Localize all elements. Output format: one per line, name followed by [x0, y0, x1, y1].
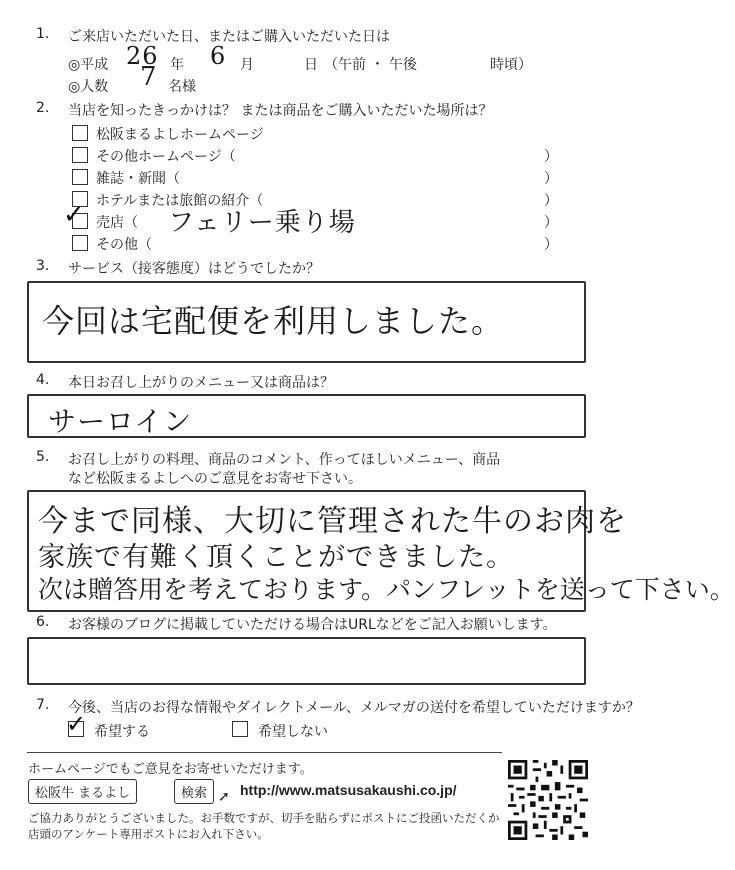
- footer-thanks-line1: ご協力ありがとうございました。お手数ですが、切手を貼らずにポストにご投函いただくか: [28, 811, 500, 825]
- q2-option-label: ホテルまたは旅館の紹介（: [96, 193, 264, 209]
- q3-title: サービス（接客態度）はどうでしたか？: [68, 261, 320, 277]
- q7-no-label: 希望しない: [258, 724, 328, 740]
- q2-option-close-paren: ）: [544, 215, 558, 231]
- q7-yes-label: 希望する: [94, 724, 150, 740]
- q5-title-line1: お召し上がりの料理、商品のコメント、作ってほしいメニュー、商品: [68, 452, 501, 468]
- q1-people-handwritten: 7: [140, 62, 158, 92]
- q4-title: 本日お召し上がりのメニュー又は商品は？: [68, 375, 334, 391]
- search-term-box[interactable]: 松阪牛 まるよし: [28, 779, 137, 804]
- q1-people-prefix: ◎人数: [68, 79, 109, 95]
- q7-yes-checkmark-icon: ✓: [66, 710, 87, 738]
- qr-code-icon: [508, 760, 588, 840]
- q1-ampm: （午前 ・ 午後: [324, 57, 417, 73]
- q6-number: 6.: [36, 614, 50, 630]
- q7-number: 7.: [36, 697, 50, 713]
- q2-option-close-paren: ）: [544, 193, 558, 209]
- q1-month-handwritten: 6: [210, 42, 227, 70]
- search-button[interactable]: 検索: [174, 779, 214, 804]
- q4-answer-handwritten: サーロイン: [48, 405, 193, 438]
- footer-divider: [27, 752, 502, 753]
- q7-no-checkbox[interactable]: [232, 721, 248, 737]
- q2-checkmark-icon: ✓: [63, 200, 85, 230]
- q1-title: ご来店いただいた日、またはご購入いただいた日は: [68, 29, 390, 45]
- q1-hour-label: 時頃）: [490, 57, 532, 73]
- q6-answer-box[interactable]: [27, 637, 586, 685]
- q5-answer-line3: 次は贈答用を考えております。パンフレットを送って下さい。: [38, 575, 735, 604]
- q2-option-handwritten: フェリー乗り場: [168, 208, 356, 238]
- footer-url[interactable]: http://www.matsusakaushi.co.jp/: [240, 782, 457, 798]
- cursor-arrow-icon: ➚: [218, 789, 230, 805]
- q2-title: 当店を知ったきっかけは？ または商品をご購入いただいた場所は？: [68, 103, 493, 119]
- q1-year-label: 年: [170, 57, 184, 73]
- q5-number: 5.: [36, 449, 50, 465]
- q2-option-checkbox[interactable]: [72, 147, 88, 163]
- q2-option-label: その他ホームページ（: [96, 149, 236, 165]
- q1-year-handwritten: 26: [126, 42, 159, 70]
- q2-option-label: その他（: [96, 237, 152, 253]
- q1-number: 1.: [36, 26, 50, 42]
- q1-people-label: 名様: [168, 79, 196, 95]
- q1-month-label: 月: [240, 57, 254, 73]
- q5-title-line2: など松阪まるよしへのご意見をお寄せ下さい。: [68, 471, 362, 487]
- q2-option-label: 売店（: [96, 215, 138, 231]
- q2-option-checkbox[interactable]: [72, 235, 88, 251]
- q5-answer-line1: 今まで同様、大切に管理された牛のお肉を: [38, 504, 627, 539]
- q1-date-prefix: ◎平成: [68, 57, 109, 73]
- q7-title: 今後、当店のお得な情報やダイレクトメール、メルマガの送付を希望していただけますか？: [68, 700, 640, 716]
- q2-option-close-paren: ）: [544, 149, 558, 165]
- q2-option-label: 雑誌・新聞（: [96, 171, 180, 187]
- footer-notice: ホームページでもご意見をお寄せいただけます。: [28, 762, 313, 777]
- q2-option-close-paren: ）: [544, 171, 558, 187]
- q1-day-label: 日: [304, 57, 318, 73]
- q2-option-checkbox[interactable]: [72, 125, 88, 141]
- q3-number: 3.: [36, 258, 50, 274]
- q4-number: 4.: [36, 372, 50, 388]
- q2-option-close-paren: ）: [544, 237, 558, 253]
- footer-thanks-line2: 店頭のアンケート専用ポストにお入れ下さい。: [28, 827, 269, 841]
- q5-answer-line2: 家族で有難く頂くことができました。: [38, 542, 514, 573]
- q2-option-checkbox[interactable]: [72, 169, 88, 185]
- q2-number: 2.: [36, 100, 50, 116]
- q6-title: お客様のブログに掲載していただける場合はURLなどをご記入お願いします。: [68, 617, 557, 633]
- q3-answer-handwritten: 今回は宅配便を利用しました。: [42, 302, 505, 340]
- q2-option-label: 松阪まるよしホームページ: [96, 127, 264, 143]
